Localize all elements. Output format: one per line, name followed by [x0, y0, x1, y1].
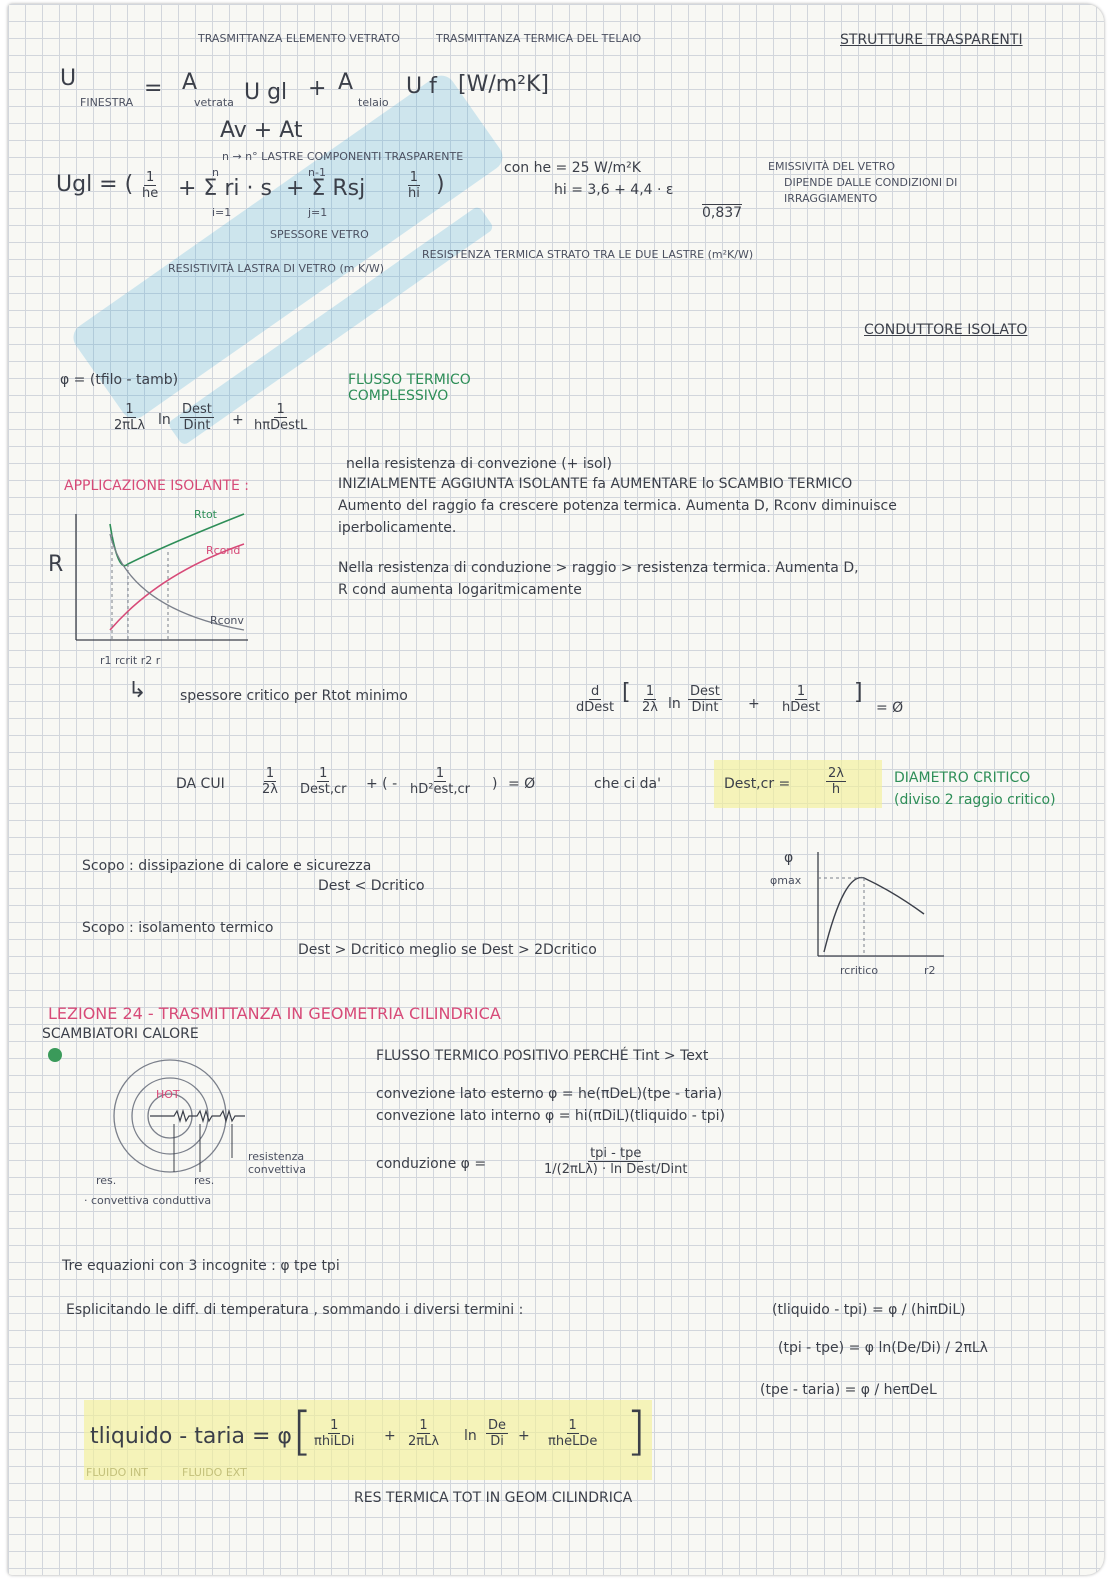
flusso-positivo-text: FLUSSO TERMICO POSITIVO PERCHÉ Tint > Text	[376, 1048, 709, 1064]
ugl-rparen: )	[436, 172, 445, 197]
derivative-frac: d dDest	[576, 684, 615, 715]
dest-cr-label: Dest,cr =	[724, 776, 791, 792]
sum2-bottom: j=1	[308, 206, 328, 219]
conduzione-line-2: R cond aumenta logaritmicamente	[338, 582, 582, 598]
section-title-conduttore-isolato: CONDUTTORE ISOLATO	[864, 322, 1028, 338]
applicazione-isolante-title: APPLICAZIONE ISOLANTE :	[64, 478, 250, 494]
vetrata-subscript: vetrata	[194, 96, 234, 109]
res-label-1: res.	[96, 1174, 117, 1187]
dacui-frac-2: 1 Dest,cr	[300, 766, 347, 797]
res-label-3: resistenza convettiva	[248, 1150, 306, 1176]
bullet-convezione-esterno: convezione lato esterno φ = he(πDeL)(tpe - taria)	[376, 1086, 723, 1102]
graph2-ymax: φmax	[770, 874, 802, 887]
scopo-1: Scopo : dissipazione di calore e sicurezza	[82, 858, 372, 874]
final-bracket-close: ]	[626, 1402, 647, 1462]
applicazione-line-1: INIZIALMENTE AGGIUNTA ISOLANTE fa AUMENTARE lo SCAMBIO TERMICO	[338, 476, 853, 492]
scopo-1-condition: Dest < Dcritico	[318, 878, 425, 894]
ugl-frac-he: $\frac{1}{he}$	[142, 170, 159, 201]
conduzione-line-1: Nella resistenza di conduzione > raggio > resistenza termica. Aumenta D,	[338, 560, 859, 576]
unit-label: [W/m²K]	[458, 72, 550, 97]
final-plus-2: +	[518, 1428, 530, 1444]
u-symbol: U	[60, 66, 77, 91]
denominator: Av + At	[220, 118, 303, 143]
flusso-complessivo-note: FLUSSO TERMICO COMPLESSIVO	[348, 372, 471, 404]
emissivita-note-3: IRRAGGIAMENTO	[784, 192, 878, 205]
bullet-conduzione: conduzione φ =	[376, 1156, 487, 1172]
telaio-subscript: telaio	[358, 96, 389, 109]
final-plus-1: +	[384, 1428, 396, 1444]
green-dot-icon	[48, 1048, 62, 1062]
paren-close-eqz: )	[492, 776, 498, 792]
paren-minus: + ( -	[366, 776, 398, 792]
spessore-vetro-note: SPESSORE VETRO	[270, 228, 369, 241]
equals-sign: =	[144, 76, 163, 101]
nota-convezione: nella resistenza di convezione (+ isol)	[346, 456, 612, 472]
diametro-critico-note: DIAMETRO CRITICO	[894, 770, 1031, 786]
eq-row-2: (tpi - tpe) = φ ln(De/Di) / 2πLλ	[778, 1340, 988, 1356]
ln-symbol: ln	[158, 412, 171, 428]
final-frac-4: 1 πheLDe	[548, 1418, 598, 1449]
graph2-ylabel: φ	[784, 850, 794, 866]
bracket-close: ]	[854, 680, 863, 705]
cond-frac-1: 1 2πLλ	[114, 402, 146, 433]
final-sub-int: FLUIDO INT	[86, 1466, 149, 1479]
phi-numerator: φ = (tfilo - tamb)	[60, 372, 179, 388]
crit-frac-c: 1 hDest	[782, 684, 821, 715]
crit-ln: ln	[668, 696, 681, 712]
graph1-ylabel: R	[48, 552, 64, 577]
scopo-2: Scopo : isolamento termico	[82, 920, 274, 936]
tre-equazioni: Tre equazioni con 3 incognite : φ tpe tpi	[62, 1258, 340, 1274]
conv-cond-label: · convettiva conduttiva	[84, 1194, 212, 1207]
final-frac-1: 1 πhiLDi	[314, 1418, 355, 1449]
lezione-title: LEZIONE 24 - TRASMITTANZA IN GEOMETRIA CILINDRICA	[48, 1004, 501, 1023]
final-caption: RES TERMICA TOT IN GEOM CILINDRICA	[354, 1490, 633, 1506]
crit-frac-b: Dest Dint	[690, 684, 720, 715]
section-title-strutture-trasparenti: STRUTTURE TRASPARENTI	[840, 32, 1023, 48]
final-sub-ext: FLUIDO EXT	[182, 1466, 247, 1479]
res-label-2: res.	[194, 1174, 215, 1187]
resistance-graph	[48, 504, 318, 674]
conduzione-frac: tpi - tpe 1/(2πLλ) · ln Dest/Dint	[544, 1146, 688, 1177]
final-lhs: tliquido - taria = φ	[90, 1424, 292, 1449]
sum2: + Σ Rsj	[286, 176, 366, 201]
graph1-rcond-label: Rcond	[206, 544, 241, 557]
da-cui-text: DA CUI	[176, 776, 225, 792]
graph2-x1: rcritico	[840, 964, 879, 977]
u-subscript: FINESTRA	[80, 96, 134, 109]
scopo-2-condition: Dest > Dcritico meglio se Dest > 2Dcritico	[298, 942, 597, 958]
equals-zero: = Ø	[876, 700, 904, 716]
applicazione-line-2: Aumento del raggio fa crescere potenza termica. Aumenta D, Rconv diminuisce	[338, 498, 897, 514]
raggio-critico-note: (diviso 2 raggio critico)	[894, 792, 1056, 808]
applicazione-line-3: iperbolicamente.	[338, 520, 457, 536]
label-trasmittanza-telaio: TRASMITTANZA TERMICA DEL TELAIO	[436, 32, 642, 45]
dacui-frac-3: 1 hD²est,cr	[410, 766, 470, 797]
scambiatori-title: SCAMBIATORI CALORE	[42, 1026, 199, 1042]
dacui-frac-1: $\frac{1}{2\lambda}$	[262, 766, 278, 797]
sum1-bottom: i=1	[212, 206, 232, 219]
graph1-rconv-label: Rconv	[210, 614, 244, 627]
flux-curve	[824, 878, 924, 952]
area-telaio-symbol: A	[338, 70, 354, 95]
eq-row-1: (tliquido - tpi) = φ / (hiπDiL)	[772, 1302, 966, 1318]
plus-sign-2: +	[232, 412, 244, 428]
graph2-x2: r2	[924, 964, 936, 977]
sum2-top: n-1	[308, 166, 326, 179]
resistenza-note: RESISTENZA TERMICA STRATO TRA LE DUE LASTRE (m²K/W)	[422, 248, 754, 261]
label-trasmittanza-vetro: TRASMITTANZA ELEMENTO VETRATO	[198, 32, 400, 45]
final-bracket-open: [	[292, 1402, 313, 1462]
uf-symbol: U f	[406, 74, 437, 99]
spessore-critico-text: spessore critico per Rtot minimo	[180, 688, 408, 704]
crit-frac-a: $\frac{1}{2\lambda}$	[642, 684, 658, 715]
che-ci-da-text: che ci da'	[594, 776, 661, 792]
bracket-open: [	[622, 680, 631, 705]
graph1-rtot-label: Rtot	[194, 508, 217, 521]
sum1-top: n	[212, 166, 219, 179]
hi-denominator: 0,837	[702, 205, 743, 221]
he-value: con he = 25 W/m²K	[504, 160, 641, 176]
ugl-symbol: U gl	[244, 80, 288, 105]
rtot-curve	[110, 514, 244, 566]
n-lastre-note: n → n° LASTRE COMPONENTI TRASPARENTE	[222, 150, 464, 163]
emissivita-note: EMISSIVITÀ DEL VETRO	[768, 160, 896, 173]
hot-label: HOT	[156, 1088, 180, 1101]
esplicitando-text: Esplicitando le diff. di temperatura , sommando i diversi termini :	[66, 1302, 524, 1318]
cond-frac-ln: Dest Dint	[182, 402, 212, 433]
ugl-lhs: Ugl = (	[56, 172, 134, 197]
graph1-xlabels: r1 rcrit r2 r	[100, 654, 161, 667]
final-frac-2: 1 2πLλ	[408, 1418, 440, 1449]
notebook-page	[8, 4, 1104, 1575]
bullet-convezione-interno: convezione lato interno φ = hi(πDiL)(tliquido - tpi)	[376, 1108, 725, 1124]
cond-frac-2: 1 hπDestL	[254, 402, 308, 433]
ugl-frac-hi: $\frac{1}{hi}$	[408, 170, 420, 201]
plus-sign: +	[308, 76, 327, 101]
equals-zero-2: = Ø	[508, 776, 536, 792]
sum1: + Σ ri · s	[178, 176, 272, 201]
emissivita-note-2: DIPENDE DALLE CONDIZIONI DI	[784, 176, 958, 189]
final-frac-3: $\frac{De}{Di}$	[488, 1418, 507, 1449]
flux-graph	[784, 842, 954, 982]
resistivita-note: RESISTIVITÀ LASTRA DI VETRO (m K/W)	[168, 262, 385, 275]
arrow-icon: ↳	[128, 678, 147, 703]
final-ln: ln	[464, 1428, 477, 1444]
dcr-frac: $\frac{2\lambda}{h}$	[828, 766, 844, 797]
hi-value: hi = 3,6 + 4,4 · ε	[554, 182, 674, 198]
area-symbol: A	[182, 70, 198, 95]
eq-row-3: (tpe - taria) = φ / heπDeL	[760, 1382, 937, 1398]
plus-sign-3: +	[748, 696, 760, 712]
